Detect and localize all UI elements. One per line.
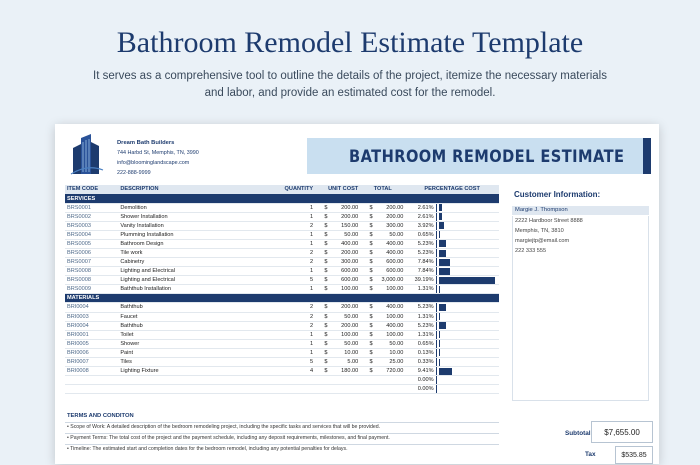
percentage-cell: 9.41% [405,367,436,376]
table-row [65,339,499,348]
percentage-bar-cell [436,376,499,385]
unit-currency-cell: $ [315,248,329,257]
customer-email: margiejtp@email.com [515,238,570,244]
percentage-bar-cell [436,203,499,212]
percentage-bar-cell [436,239,499,248]
unit-cost-cell [329,385,360,394]
percentage-bar [439,304,447,311]
estimate-banner [307,138,651,174]
table-row [65,376,499,385]
section-header-row [65,294,499,303]
total-cell: 3,000.00 [375,276,406,285]
item-code-cell: BRI0004 [65,321,118,330]
percentage-bar-cell [436,358,499,367]
table-row [65,367,499,376]
percentage-bar-cell [436,367,499,376]
percentage-bar-cell [436,385,499,394]
total-cell: 100.00 [375,285,406,294]
section-header-row [65,194,499,203]
total-currency-cell: $ [360,239,374,248]
table-body [65,194,499,394]
quantity-cell: 5 [272,358,315,367]
percentage-bar [439,313,441,320]
unit-cost-cell [329,376,360,385]
tax-value: $535.85 [615,446,653,464]
percentage-bar [439,222,445,229]
table-row [65,358,499,367]
item-code-cell: BRI0003 [65,312,118,321]
total-currency-cell: $ [360,348,374,357]
percentage-bar-cell [436,230,499,239]
unit-currency-cell: $ [315,276,329,285]
table-row [65,321,499,330]
quantity-cell: 1 [272,230,315,239]
percentage-bar-cell [436,312,499,321]
description-cell: Demolition [118,203,272,212]
description-cell: Baththub [118,303,272,312]
quantity-cell: 2 [272,221,315,230]
terms-title: TERMS AND CONDITON [67,413,134,419]
page-title: Bathroom Remodel Estimate Template [116,26,584,59]
percentage-bar-cell [436,276,499,285]
quantity-cell: 4 [272,367,315,376]
percentage-bar-cell [436,303,499,312]
total-cell: 400.00 [375,321,406,330]
description-cell: Lighting and Electrical [118,276,272,285]
total-cell: 300.00 [375,221,406,230]
percentage-bar [439,204,443,211]
total-cell: 720.00 [375,367,406,376]
percentage-cell: 0.00% [405,385,436,394]
unit-cost-cell: 100.00 [329,285,360,294]
item-code-cell [65,376,118,385]
item-code-cell: BRI0001 [65,330,118,339]
total-currency-cell [360,385,374,394]
item-code-cell: BRS0005 [65,239,118,248]
total-currency-cell: $ [360,339,374,348]
customer-name: Margie J. Thompson [512,206,649,215]
item-code-cell: BRS0008 [65,267,118,276]
description-cell: Shower Installation [118,212,272,221]
terms-line-2: • Payment Terms: The total cost of the project and the payment schedule, including any deposit requirements, milestones, and final payment. [67,435,390,441]
table-row [65,212,499,221]
total-currency-cell: $ [360,212,374,221]
total-cell: 100.00 [375,312,406,321]
quantity-cell: 2 [272,248,315,257]
subtotal-label: Subtotal [565,430,591,437]
unit-currency-cell: $ [315,203,329,212]
quantity-cell: 2 [272,303,315,312]
description-cell: Tiles [118,358,272,367]
unit-cost-cell: 150.00 [329,221,360,230]
total-currency-cell: $ [360,303,374,312]
table-row [65,221,499,230]
item-code-cell: BRI0007 [65,358,118,367]
unit-currency-cell: $ [315,321,329,330]
percentage-cell: 1.31% [405,312,436,321]
description-cell [118,385,272,394]
unit-cost-cell: 180.00 [329,367,360,376]
quantity-cell: 1 [272,203,315,212]
total-cell: 600.00 [375,267,406,276]
table-row [65,276,499,285]
percentage-cell: 1.31% [405,330,436,339]
company-email: info@bloominglandscape.com [117,160,190,166]
unit-cost-cell: 200.00 [329,212,360,221]
description-cell: Paint [118,348,272,357]
description-cell: Plumming Installation [118,230,272,239]
terms-line-3: • Timeline: The estimated start and completion dates for the bedroom remodel, including any potential penalties for delays. [67,446,348,452]
item-code-cell: BRI0008 [65,367,118,376]
page-description: It serves as a comprehensive tool to outline the details of the project, itemize the necessary materials and labor, and provide an estimated cost for the remodel. [93,70,607,99]
total-currency-cell: $ [360,321,374,330]
table-row [65,385,499,394]
percentage-bar-cell [436,248,499,257]
terms-divider [65,444,499,445]
unit-cost-cell: 50.00 [329,312,360,321]
company-name: Dream Bath Builders [117,140,175,146]
description-cell: Cabinetry [118,258,272,267]
item-code-cell [65,385,118,394]
total-currency-cell: $ [360,358,374,367]
item-code-cell: BRS0008 [65,276,118,285]
table-row [65,312,499,321]
percentage-bar-cell [436,258,499,267]
quantity-cell [272,385,315,394]
total-cell: 400.00 [375,248,406,257]
total-cell: 10.00 [375,348,406,357]
table-row [65,230,499,239]
percentage-cell: 7.84% [405,267,436,276]
percentage-bar [439,259,450,266]
quantity-cell: 1 [272,285,315,294]
total-currency-cell: $ [360,248,374,257]
percentage-bar [439,331,441,338]
unit-currency-cell: $ [315,330,329,339]
item-code-cell: BRS0007 [65,258,118,267]
customer-phone: 222 333 555 [515,248,547,254]
header-unit-cost: UNIT COST [315,185,360,194]
quantity-cell: 1 [272,330,315,339]
unit-cost-cell: 200.00 [329,203,360,212]
total-cell [375,385,406,394]
unit-currency-cell: $ [315,367,329,376]
item-code-cell: BRI0006 [65,348,118,357]
item-code-cell: BRS0001 [65,203,118,212]
total-cell: 600.00 [375,258,406,267]
unit-currency-cell [315,376,329,385]
quantity-cell: 1 [272,348,315,357]
percentage-bar [439,250,447,257]
unit-currency-cell: $ [315,303,329,312]
unit-cost-cell: 50.00 [329,230,360,239]
percentage-bar [439,322,447,329]
unit-currency-cell: $ [315,285,329,294]
percentage-cell: 0.00% [405,376,436,385]
percentage-bar-cell [436,212,499,221]
percentage-cell: 5.23% [405,248,436,257]
percentage-bar [439,277,496,284]
description-cell: Faucet [118,312,272,321]
company-address: 744 Harbd St, Memphis, TN, 3990 [117,150,199,156]
percentage-bar [439,349,441,356]
quantity-cell: 5 [272,276,315,285]
section-label: SERVICES [65,194,499,203]
quantity-cell: 1 [272,239,315,248]
total-cell: 400.00 [375,303,406,312]
header-item-code: ITEM CODE [65,185,118,194]
percentage-cell: 5.23% [405,321,436,330]
description-cell: Baththub [118,321,272,330]
description-cell: Lighting and Electrical [118,267,272,276]
sheet-top-border [55,124,659,129]
total-cell: 400.00 [375,239,406,248]
unit-currency-cell: $ [315,230,329,239]
item-code-cell: BRS0006 [65,248,118,257]
quantity-cell: 2 [272,258,315,267]
percentage-cell: 0.13% [405,348,436,357]
description-cell: Lighting Fixture [118,367,272,376]
quantity-cell: 2 [272,312,315,321]
unit-cost-cell: 400.00 [329,239,360,248]
unit-cost-cell: 5.00 [329,358,360,367]
table-row [65,330,499,339]
unit-currency-cell: $ [315,358,329,367]
company-phone: 222-888-9999 [117,170,151,176]
unit-currency-cell: $ [315,212,329,221]
unit-cost-cell: 50.00 [329,339,360,348]
banner-accent [643,138,651,174]
percentage-bar [439,240,447,247]
subtotal-value: $7,655.00 [591,421,653,443]
terms-divider [65,422,499,423]
estimate-table [65,185,499,394]
unit-currency-cell: $ [315,239,329,248]
percentage-cell: 0.65% [405,339,436,348]
table-row [65,258,499,267]
unit-cost-cell: 10.00 [329,348,360,357]
item-code-cell: BRS0004 [65,230,118,239]
total-currency-cell: $ [360,267,374,276]
percentage-cell: 39.19% [405,276,436,285]
percentage-cell: 0.65% [405,230,436,239]
unit-currency-cell: $ [315,339,329,348]
percentage-bar-cell [436,348,499,357]
percentage-bar [439,231,441,238]
header-quantity: QUANTITY [272,185,315,194]
customer-street: 2222 Hardboor Street 8888 [515,218,583,224]
unit-cost-cell: 200.00 [329,248,360,257]
description-cell [118,376,272,385]
total-currency-cell: $ [360,221,374,230]
table-row [65,303,499,312]
percentage-cell: 0.33% [405,358,436,367]
building-logo-icon [69,134,105,176]
table-row [65,239,499,248]
header-percentage-cost: PERCENTAGE COST [405,185,499,194]
percentage-bar-cell [436,339,499,348]
section-label: MATERIALS [65,294,499,303]
percentage-bar-cell [436,221,499,230]
total-cell: 25.00 [375,358,406,367]
item-code-cell: BRS0009 [65,285,118,294]
unit-currency-cell: $ [315,312,329,321]
description-cell: Vanity Installation [118,221,272,230]
terms-line-1: • Scope of Work: A detailed description of the bedroom remodeling project, including the specific tasks and services that will be provided. [67,424,381,430]
quantity-cell: 1 [272,339,315,348]
unit-currency-cell: $ [315,348,329,357]
item-code-cell: BRS0003 [65,221,118,230]
percentage-bar [439,340,441,347]
description-cell: Tile work [118,248,272,257]
table-row [65,267,499,276]
description-cell: Baththub Installation [118,285,272,294]
total-currency-cell: $ [360,312,374,321]
item-code-cell: BRI0005 [65,339,118,348]
customer-city: Memphis, TN, 3810 [515,228,564,234]
percentage-bar [439,359,441,366]
total-currency-cell: $ [360,276,374,285]
percentage-cell: 3.92% [405,221,436,230]
total-currency-cell: $ [360,367,374,376]
estimate-sheet [55,124,659,464]
total-currency-cell: $ [360,258,374,267]
total-currency-cell [360,376,374,385]
percentage-cell: 7.84% [405,258,436,267]
percentage-bar-cell [436,285,499,294]
table-row [65,348,499,357]
total-cell: 50.00 [375,339,406,348]
percentage-cell: 2.61% [405,212,436,221]
table-header-row [65,185,499,194]
customer-title: Customer Information: [514,190,601,199]
percentage-bar-cell [436,267,499,276]
table-row [65,285,499,294]
unit-currency-cell: $ [315,258,329,267]
percentage-bar [439,268,450,275]
percentage-cell: 5.23% [405,303,436,312]
unit-currency-cell: $ [315,221,329,230]
total-cell: 200.00 [375,212,406,221]
tax-label: Tax [585,451,596,458]
header-total: TOTAL [360,185,405,194]
unit-cost-cell: 100.00 [329,330,360,339]
percentage-cell: 5.23% [405,239,436,248]
total-currency-cell: $ [360,203,374,212]
total-cell: 100.00 [375,330,406,339]
quantity-cell: 1 [272,212,315,221]
quantity-cell: 1 [272,267,315,276]
table-row [65,248,499,257]
description-cell: Bathroom Design [118,239,272,248]
total-currency-cell: $ [360,330,374,339]
percentage-cell: 2.61% [405,203,436,212]
percentage-bar [439,286,441,293]
percentage-bar-cell [436,330,499,339]
total-currency-cell: $ [360,230,374,239]
header-description: DESCRIPTION [118,185,272,194]
unit-cost-cell: 300.00 [329,258,360,267]
unit-cost-cell: 600.00 [329,276,360,285]
total-cell [375,376,406,385]
company-info [117,138,199,178]
unit-currency-cell [315,385,329,394]
percentage-bar-cell [436,321,499,330]
banner-title: BATHROOM REMODEL ESTIMATE [349,147,625,167]
total-cell: 200.00 [375,203,406,212]
total-currency-cell: $ [360,285,374,294]
percentage-cell: 1.31% [405,285,436,294]
terms-divider [65,433,499,434]
quantity-cell [272,376,315,385]
unit-cost-cell: 200.00 [329,303,360,312]
unit-cost-cell: 200.00 [329,321,360,330]
description-cell: Shower [118,339,272,348]
percentage-bar [439,213,443,220]
description-cell: Toilet [118,330,272,339]
unit-currency-cell: $ [315,267,329,276]
item-code-cell: BRS0002 [65,212,118,221]
total-cell: 50.00 [375,230,406,239]
percentage-bar [439,368,453,375]
table-row [65,203,499,212]
quantity-cell: 2 [272,321,315,330]
item-code-cell: BRI0004 [65,303,118,312]
unit-cost-cell: 600.00 [329,267,360,276]
